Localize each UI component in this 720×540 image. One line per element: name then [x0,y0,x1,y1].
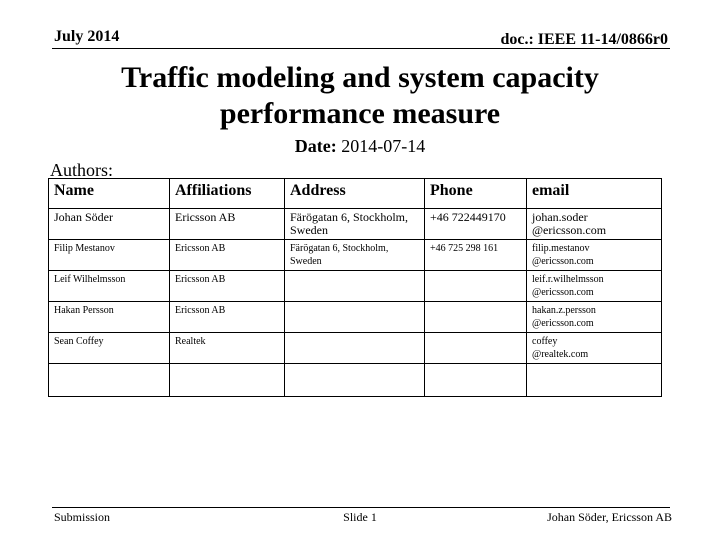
table-row [49,240,662,271]
slide-title-line-1: Traffic modeling and system capacity [121,61,599,94]
header-address: Address [285,179,425,209]
author-affiliation: Ericsson AB [170,240,285,271]
address-line-2: Sweden [290,223,328,237]
author-name: Sean Coffey [49,333,170,364]
header-phone: Phone [425,179,527,209]
footer-divider [52,507,670,508]
author-name: Johan Söder [49,209,170,240]
header-doc-id: doc.: IEEE 11-14/0866r0 [500,31,668,48]
author-affiliation: Ericsson AB [170,302,285,333]
header-divider [52,48,670,49]
email-line-1: hakan.z.persson [532,305,596,316]
email-line-2: @ericsson.com [532,318,594,329]
authors-label: Authors: [50,160,113,180]
email-line-1: johan.soder [532,210,588,224]
empty-cell [527,364,662,397]
table-row [49,302,662,333]
author-phone [425,333,527,364]
author-email [527,240,662,271]
author-name: Leif Wilhelmsson [49,271,170,302]
author-address [285,302,425,333]
author-email [527,271,662,302]
author-name: Hakan Persson [49,302,170,333]
table-row [49,209,662,240]
header-date: July 2014 [54,28,120,45]
table-row [49,333,662,364]
slide-title [40,60,680,132]
date-label: Date: [294,136,337,156]
empty-cell [49,364,170,397]
author-affiliation: Realtek [170,333,285,364]
author-address [285,209,425,240]
author-address [285,333,425,364]
footer-submission: Submission [54,510,111,524]
empty-cell [285,364,425,397]
empty-cell [170,364,285,397]
author-email [527,333,662,364]
email-line-1: coffey [532,336,558,347]
table-header-row [49,179,662,209]
email-line-1: filip.mestanov [532,243,590,254]
author-phone [425,271,527,302]
author-phone: +46 725 298 161 [425,240,527,271]
author-address [285,240,425,271]
footer-author: Johan Söder, Ericsson AB [547,510,672,524]
author-email [527,209,662,240]
author-email [527,302,662,333]
email-line-1: leif.r.wilhelmsson [532,274,604,285]
footer-slide-number: Slide 1 [343,510,377,524]
date-value: 2014-07-14 [341,136,426,156]
email-line-2: @ericsson.com [532,287,594,298]
author-name: Filip Mestanov [49,240,170,271]
author-phone [425,302,527,333]
date-line [0,136,720,157]
slide-title-line-2: performance measure [219,97,501,130]
table-row [49,271,662,302]
email-line-2: @ericsson.com [532,256,594,267]
empty-cell [425,364,527,397]
header-email: email [527,179,662,209]
email-line-2: @realtek.com [532,349,589,360]
address-line-1: Färögatan 6, Stockholm, [290,243,389,254]
table-row-empty [49,364,662,397]
author-address [285,271,425,302]
author-affiliation: Ericsson AB [170,209,285,240]
header-name: Name [49,179,170,209]
author-affiliation: Ericsson AB [170,271,285,302]
header-affiliations: Affiliations [170,179,285,209]
address-line-2: Sweden [290,256,322,267]
author-phone: +46 722449170 [425,209,527,240]
authors-table [48,178,662,397]
email-line-2: @ericsson.com [532,223,607,237]
address-line-1: Färögatan 6, Stockholm, [290,210,408,224]
